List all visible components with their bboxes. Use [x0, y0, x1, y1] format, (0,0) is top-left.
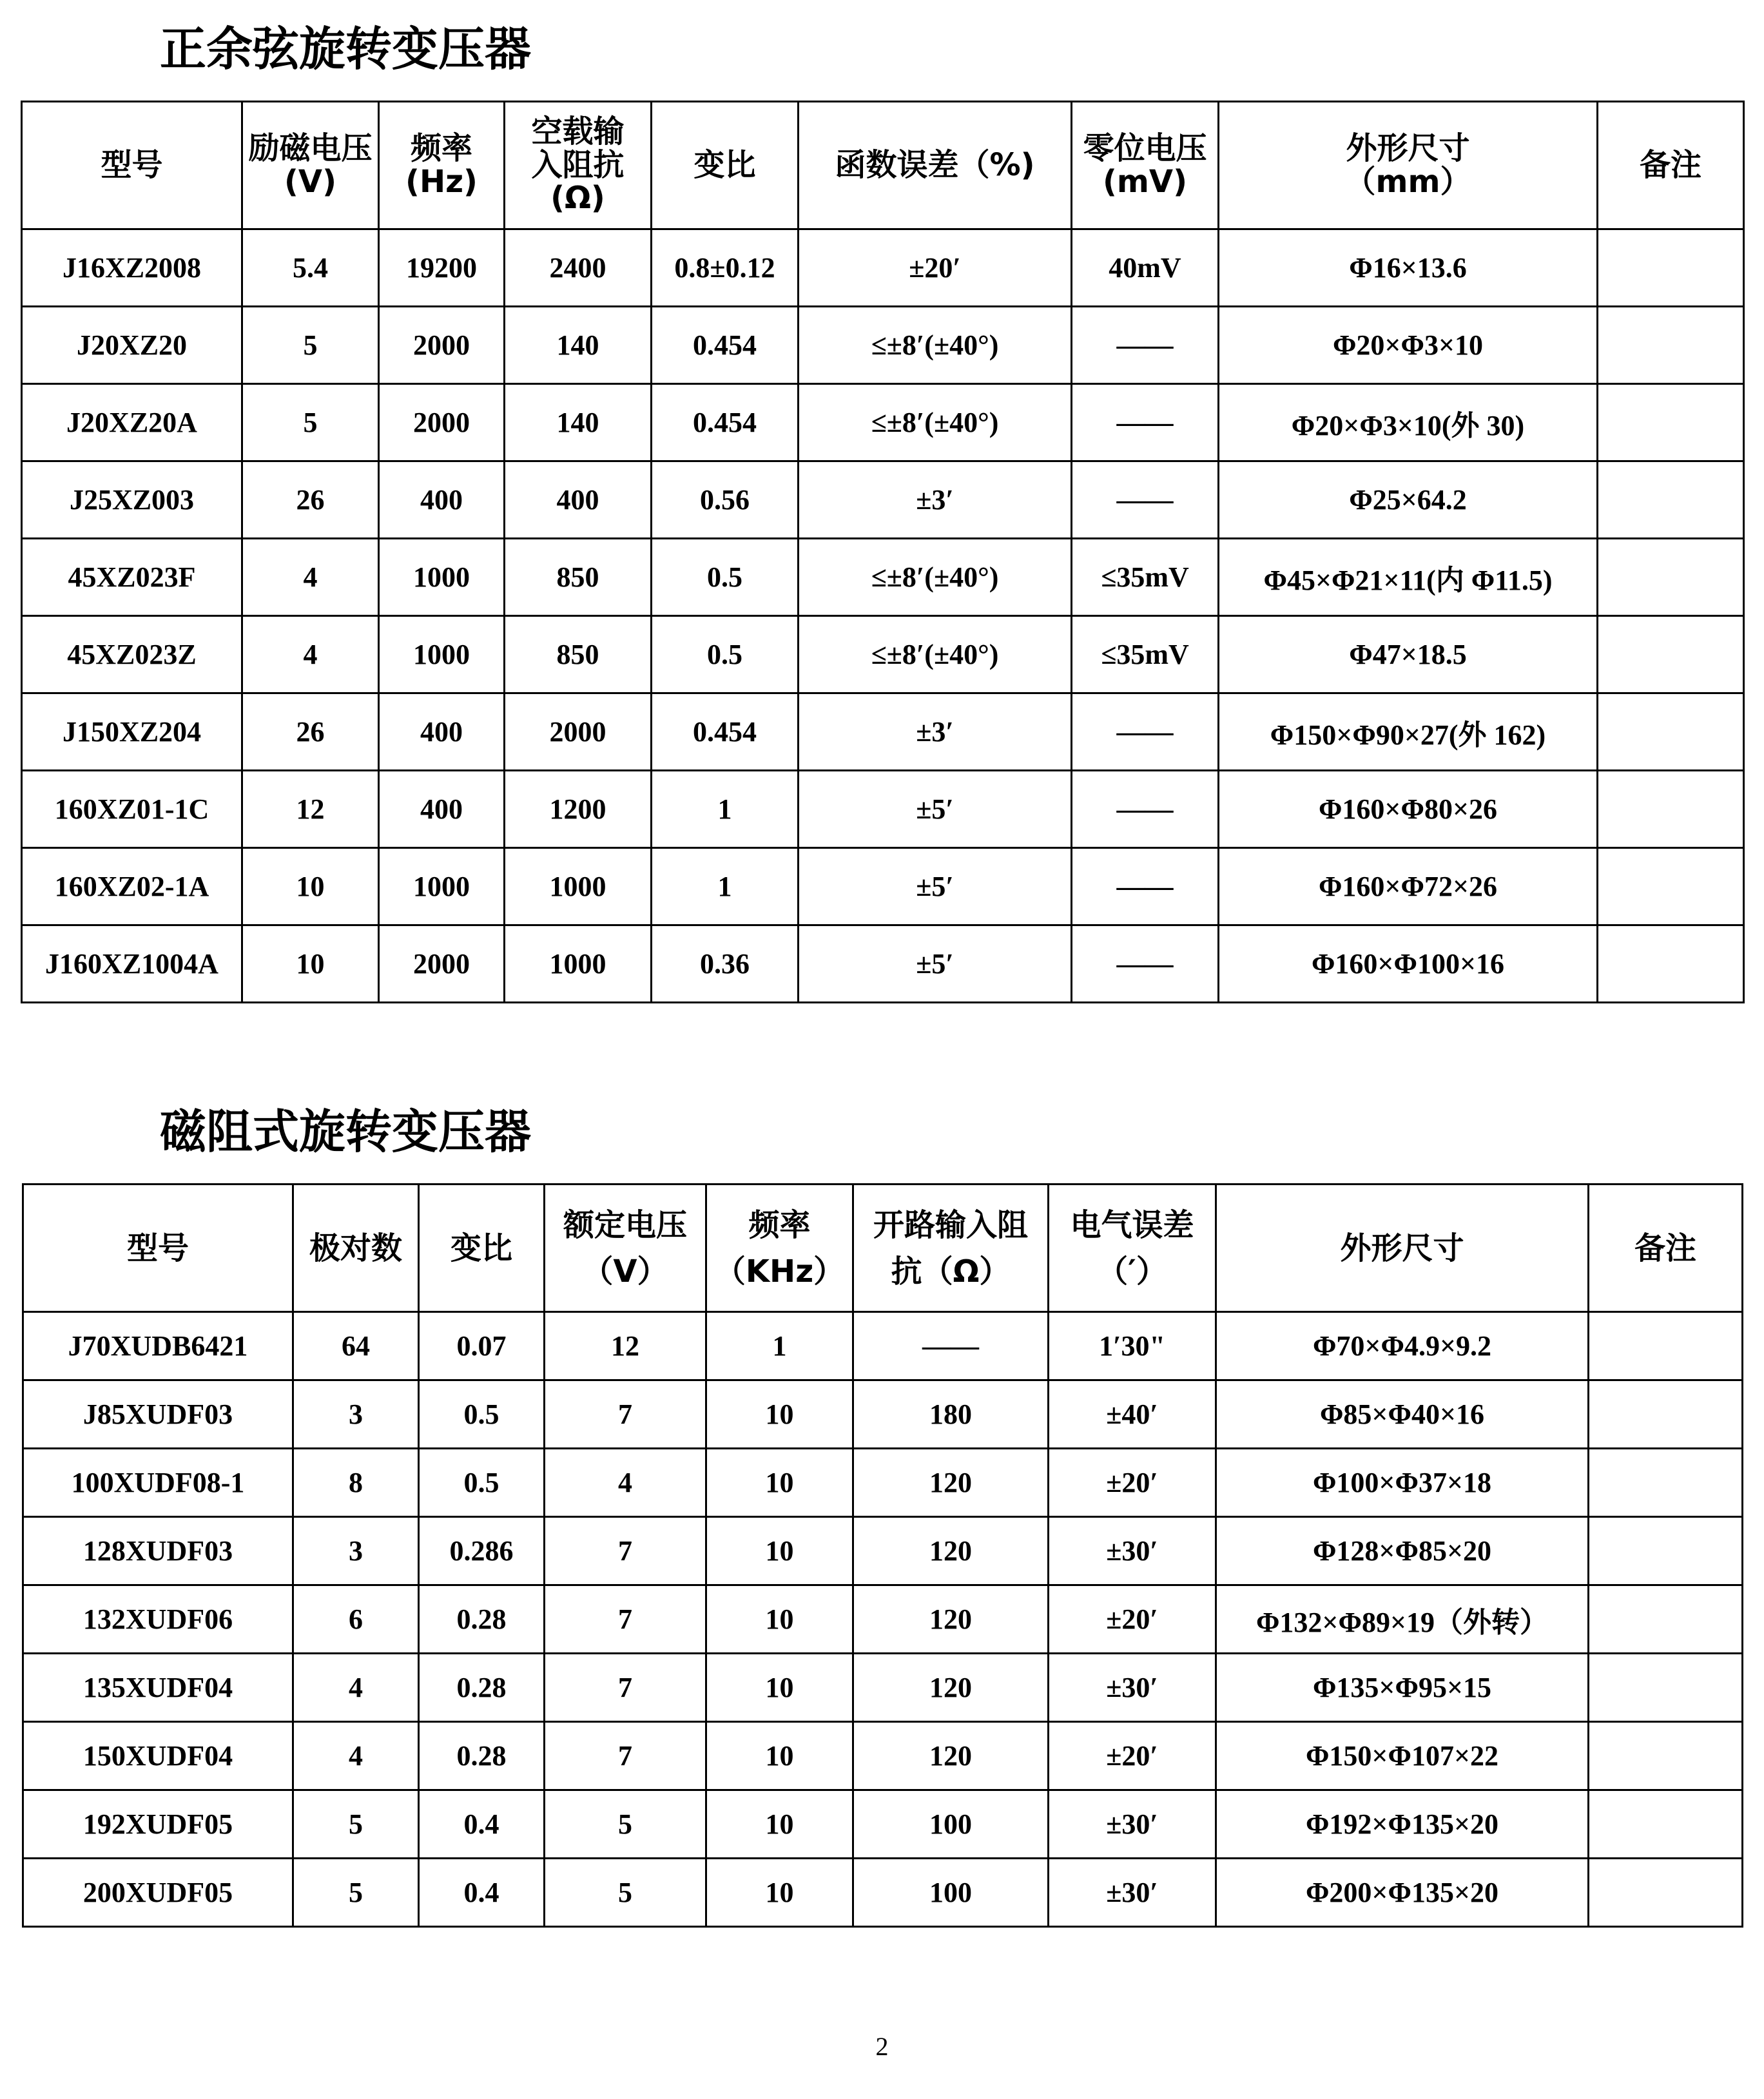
table-cell: 160XZ01-1C: [22, 771, 242, 848]
column-header-line: 外形尺寸: [1340, 1230, 1464, 1266]
table-row: [23, 1517, 1743, 1585]
column-header: [242, 102, 379, 229]
table-cell: 0.286: [419, 1517, 545, 1585]
table-cell: ——: [1072, 307, 1219, 384]
table-cell: ≤35mV: [1072, 539, 1219, 616]
column-header-line: 型号: [126, 1230, 189, 1266]
table-cell: 1′30": [1049, 1312, 1216, 1380]
column-header: [706, 1185, 853, 1312]
table-row: [22, 229, 1744, 307]
table-cell: 400: [379, 693, 505, 771]
table-cell: 2000: [505, 693, 652, 771]
column-header: [379, 102, 505, 229]
table-header: [23, 1185, 1743, 1312]
column-header: [545, 1185, 706, 1312]
column-header: [1049, 1185, 1216, 1312]
table-cell: 120: [853, 1585, 1049, 1654]
table-cell: ±3′: [799, 693, 1072, 771]
table-cell: ——: [1072, 461, 1219, 539]
table-cell: 1000: [379, 848, 505, 925]
table-cell: 10: [706, 1585, 853, 1654]
table-row: [22, 461, 1744, 539]
column-header-line: 变比: [450, 1230, 512, 1266]
table-cell: [1589, 1380, 1743, 1449]
table-cell: 10: [706, 1859, 853, 1927]
table-cell: 1000: [505, 848, 652, 925]
table-cell: 64: [293, 1312, 419, 1380]
table-cell: ≤±8′(±40°): [799, 539, 1072, 616]
table-cell: 26: [242, 693, 379, 771]
table-cell: [1598, 384, 1744, 461]
column-header-line: 抗（Ω）: [891, 1253, 1011, 1290]
table-cell: 0.5: [652, 616, 799, 693]
table-cell: ——: [1072, 693, 1219, 771]
table-cell: 1200: [505, 771, 652, 848]
table-row: [23, 1312, 1743, 1380]
table-cell: 2000: [379, 384, 505, 461]
table-cell: 5: [293, 1790, 419, 1859]
table-cell: 7: [545, 1517, 706, 1585]
table-cell: 10: [706, 1722, 853, 1790]
table-cell: 0.454: [652, 693, 799, 771]
column-header-line: 外形尺寸: [1346, 130, 1470, 166]
table-cell: 10: [242, 848, 379, 925]
table-cell: ±20′: [1049, 1585, 1216, 1654]
variable-reluctance-resolver-table: [22, 1183, 1743, 1928]
column-header-line: (mV): [1102, 163, 1188, 200]
column-header: [1219, 102, 1598, 229]
table-cell: 5: [242, 307, 379, 384]
column-header-line: （V）: [582, 1253, 668, 1290]
column-header: [1216, 1185, 1589, 1312]
table-cell: 120: [853, 1449, 1049, 1517]
column-header-line: （KHz）: [714, 1253, 845, 1290]
column-header-line: 备注: [1639, 146, 1701, 183]
table-cell: 7: [545, 1722, 706, 1790]
table-cell: Φ20×Φ3×10: [1219, 307, 1598, 384]
table-row: [22, 771, 1744, 848]
table-cell: [1598, 693, 1744, 771]
table-cell: 400: [379, 771, 505, 848]
column-header-line: 电气误差: [1070, 1206, 1194, 1243]
table-cell: ±30′: [1049, 1517, 1216, 1585]
table-cell: ±5′: [799, 771, 1072, 848]
table-cell: 120: [853, 1517, 1049, 1585]
table-cell: 7: [545, 1380, 706, 1449]
table-cell: [1589, 1517, 1743, 1585]
table-cell: 5: [293, 1859, 419, 1927]
table-cell: 40mV: [1072, 229, 1219, 307]
table-cell: 1: [706, 1312, 853, 1380]
table-cell: Φ150×Φ107×22: [1216, 1722, 1589, 1790]
table-cell: 0.4: [419, 1859, 545, 1927]
table-cell: 4: [545, 1449, 706, 1517]
table-cell: 132XUDF06: [23, 1585, 293, 1654]
table-row: [22, 925, 1744, 1003]
table-cell: Φ135×Φ95×15: [1216, 1654, 1589, 1722]
table-row: [22, 539, 1744, 616]
table-cell: ≤±8′(±40°): [799, 384, 1072, 461]
table-cell: ±5′: [799, 848, 1072, 925]
column-header-line: (Hz): [405, 163, 478, 200]
table-cell: J20XZ20A: [22, 384, 242, 461]
table-cell: 10: [706, 1790, 853, 1859]
table-cell: J16XZ2008: [22, 229, 242, 307]
table-row: [22, 848, 1744, 925]
table-row: [23, 1449, 1743, 1517]
table-cell: 4: [242, 616, 379, 693]
table-cell: 7: [545, 1585, 706, 1654]
table-cell: Φ160×Φ80×26: [1219, 771, 1598, 848]
table-cell: J25XZ003: [22, 461, 242, 539]
page-number: 2: [875, 2032, 889, 2061]
table-cell: Φ16×13.6: [1219, 229, 1598, 307]
column-header: [23, 1185, 293, 1312]
column-header-line: 开路输入阻: [873, 1206, 1028, 1243]
table-cell: 0.454: [652, 307, 799, 384]
table-cell: J150XZ204: [22, 693, 242, 771]
table-row: [23, 1722, 1743, 1790]
table-row: [23, 1654, 1743, 1722]
table-cell: 100: [853, 1859, 1049, 1927]
table-cell: Φ45×Φ21×11(内 Φ11.5): [1219, 539, 1598, 616]
table-header: [22, 102, 1744, 229]
column-header-line: (Ω): [550, 180, 605, 217]
table-cell: [1598, 848, 1744, 925]
column-header-line: （′）: [1097, 1253, 1167, 1290]
table-cell: ≤±8′(±40°): [799, 616, 1072, 693]
table-cell: J20XZ20: [22, 307, 242, 384]
table-cell: ——: [1072, 384, 1219, 461]
table-cell: 5: [545, 1790, 706, 1859]
column-header: [799, 102, 1072, 229]
table-cell: 120: [853, 1654, 1049, 1722]
table-cell: Φ200×Φ135×20: [1216, 1859, 1589, 1927]
table-cell: 1000: [505, 925, 652, 1003]
table-cell: ±30′: [1049, 1654, 1216, 1722]
table-cell: ±5′: [799, 925, 1072, 1003]
table-cell: Φ100×Φ37×18: [1216, 1449, 1589, 1517]
table-cell: 100XUDF08-1: [23, 1449, 293, 1517]
column-header-line: 频率: [410, 130, 472, 166]
table-cell: [1598, 461, 1744, 539]
column-header: [1598, 102, 1744, 229]
table-cell: 3: [293, 1517, 419, 1585]
column-header: [1072, 102, 1219, 229]
table-cell: ±40′: [1049, 1380, 1216, 1449]
table-cell: 120: [853, 1722, 1049, 1790]
table-cell: 19200: [379, 229, 505, 307]
column-header: [293, 1185, 419, 1312]
column-header-line: 函数误差（%): [835, 146, 1035, 183]
column-header: [853, 1185, 1049, 1312]
table-cell: 26: [242, 461, 379, 539]
table-cell: 150XUDF04: [23, 1722, 293, 1790]
table-cell: [1598, 229, 1744, 307]
table-cell: [1598, 771, 1744, 848]
table-row: [23, 1790, 1743, 1859]
section-title-sine-cosine-resolver: 正余弦旋转变压器: [160, 22, 532, 76]
column-header-line: 变比: [693, 146, 756, 183]
table-cell: 1: [652, 771, 799, 848]
table-cell: Φ70×Φ4.9×9.2: [1216, 1312, 1589, 1380]
table-row: [22, 693, 1744, 771]
table-cell: Φ47×18.5: [1219, 616, 1598, 693]
table-cell: 1: [652, 848, 799, 925]
table-cell: 0.8±0.12: [652, 229, 799, 307]
table-cell: Φ192×Φ135×20: [1216, 1790, 1589, 1859]
table-cell: ±20′: [1049, 1449, 1216, 1517]
table-cell: 100: [853, 1790, 1049, 1859]
table-cell: 5: [545, 1859, 706, 1927]
table-cell: Φ128×Φ85×20: [1216, 1517, 1589, 1585]
table-cell: 0.5: [419, 1449, 545, 1517]
table-cell: 5.4: [242, 229, 379, 307]
column-header-line: 额定电压: [563, 1206, 687, 1243]
table-cell: 0.36: [652, 925, 799, 1003]
table-cell: 7: [545, 1654, 706, 1722]
header-row: [23, 1185, 1743, 1312]
table-cell: 0.07: [419, 1312, 545, 1380]
column-header-line: (V): [284, 163, 337, 200]
table-cell: 160XZ02-1A: [22, 848, 242, 925]
sine-cosine-resolver-table: [21, 101, 1745, 1003]
table-cell: 5: [242, 384, 379, 461]
table-cell: Φ160×Φ100×16: [1219, 925, 1598, 1003]
column-header-line: （mm）: [1344, 163, 1471, 200]
table-cell: ±20′: [799, 229, 1072, 307]
table-cell: ——: [1072, 925, 1219, 1003]
table-cell: 0.56: [652, 461, 799, 539]
table-cell: [1589, 1790, 1743, 1859]
table-cell: ±30′: [1049, 1859, 1216, 1927]
table-cell: 0.28: [419, 1722, 545, 1790]
table-body: [23, 1312, 1743, 1927]
table-cell: [1589, 1312, 1743, 1380]
table-cell: [1598, 307, 1744, 384]
table-cell: ±3′: [799, 461, 1072, 539]
table-cell: 12: [242, 771, 379, 848]
table-cell: J70XUDB6421: [23, 1312, 293, 1380]
table-cell: 6: [293, 1585, 419, 1654]
section-title-variable-reluctance-resolver: 磁阻式旋转变压器: [160, 1105, 532, 1159]
table-cell: ——: [1072, 848, 1219, 925]
table-row: [22, 384, 1744, 461]
table-cell: Φ85×Φ40×16: [1216, 1380, 1589, 1449]
table-cell: 850: [505, 616, 652, 693]
table-cell: 45XZ023F: [22, 539, 242, 616]
table-row: [22, 307, 1744, 384]
table-cell: ≤±8′(±40°): [799, 307, 1072, 384]
column-header: [505, 102, 652, 229]
table-cell: 10: [706, 1517, 853, 1585]
table-cell: 0.4: [419, 1790, 545, 1859]
table-cell: Φ20×Φ3×10(外 30): [1219, 384, 1598, 461]
table-body: [22, 229, 1744, 1003]
table-row: [23, 1380, 1743, 1449]
table-cell: 400: [379, 461, 505, 539]
column-header-line: 型号: [101, 146, 163, 183]
column-header-line: 极对数: [309, 1230, 402, 1266]
table-cell: 140: [505, 307, 652, 384]
table-cell: 128XUDF03: [23, 1517, 293, 1585]
table-cell: [1598, 925, 1744, 1003]
table-cell: Φ160×Φ72×26: [1219, 848, 1598, 925]
table-cell: [1589, 1654, 1743, 1722]
table-cell: 10: [706, 1380, 853, 1449]
column-header: [652, 102, 799, 229]
header-row: [22, 102, 1744, 229]
table-cell: 1000: [379, 616, 505, 693]
table-cell: [1589, 1449, 1743, 1517]
table-cell: 10: [706, 1654, 853, 1722]
table-cell: 850: [505, 539, 652, 616]
column-header-line: 频率: [748, 1206, 811, 1243]
table-cell: 140: [505, 384, 652, 461]
column-header-line: 备注: [1634, 1230, 1696, 1266]
table-cell: Φ132×Φ89×19（外转）: [1216, 1585, 1589, 1654]
table-cell: 400: [505, 461, 652, 539]
table-cell: 3: [293, 1380, 419, 1449]
table-cell: 10: [242, 925, 379, 1003]
table-cell: 2000: [379, 925, 505, 1003]
column-header-line: 零位电压: [1083, 130, 1207, 166]
table-cell: ±30′: [1049, 1790, 1216, 1859]
table-cell: [1589, 1859, 1743, 1927]
table-cell: [1598, 616, 1744, 693]
table-cell: 4: [293, 1722, 419, 1790]
table-cell: 180: [853, 1380, 1049, 1449]
table-row: [22, 616, 1744, 693]
table-cell: 0.28: [419, 1585, 545, 1654]
table-cell: J160XZ1004A: [22, 925, 242, 1003]
column-header: [22, 102, 242, 229]
table-row: [23, 1859, 1743, 1927]
table-cell: 45XZ023Z: [22, 616, 242, 693]
table-cell: [1589, 1585, 1743, 1654]
table-cell: [1589, 1722, 1743, 1790]
table-cell: [1598, 539, 1744, 616]
table-cell: ——: [853, 1312, 1049, 1380]
table-cell: Φ25×64.2: [1219, 461, 1598, 539]
table-cell: 2000: [379, 307, 505, 384]
table-cell: 8: [293, 1449, 419, 1517]
table-cell: 4: [242, 539, 379, 616]
table-cell: 0.454: [652, 384, 799, 461]
table-cell: 0.28: [419, 1654, 545, 1722]
table-cell: ——: [1072, 771, 1219, 848]
column-header-line: 空载输: [531, 113, 625, 150]
table-cell: ≤35mV: [1072, 616, 1219, 693]
column-header-line: 励磁电压: [248, 130, 373, 166]
table-cell: ±20′: [1049, 1722, 1216, 1790]
table-cell: 4: [293, 1654, 419, 1722]
table-row: [23, 1585, 1743, 1654]
table-cell: 0.5: [419, 1380, 545, 1449]
table-cell: J85XUDF03: [23, 1380, 293, 1449]
table-cell: 2400: [505, 229, 652, 307]
table-cell: 10: [706, 1449, 853, 1517]
table-cell: 1000: [379, 539, 505, 616]
table-cell: Φ150×Φ90×27(外 162): [1219, 693, 1598, 771]
table-cell: 135XUDF04: [23, 1654, 293, 1722]
table-cell: 12: [545, 1312, 706, 1380]
column-header: [419, 1185, 545, 1312]
column-header-line: 入阻抗: [531, 146, 625, 183]
table-cell: 0.5: [652, 539, 799, 616]
column-header: [1589, 1185, 1743, 1312]
table-cell: 192XUDF05: [23, 1790, 293, 1859]
table-cell: 200XUDF05: [23, 1859, 293, 1927]
